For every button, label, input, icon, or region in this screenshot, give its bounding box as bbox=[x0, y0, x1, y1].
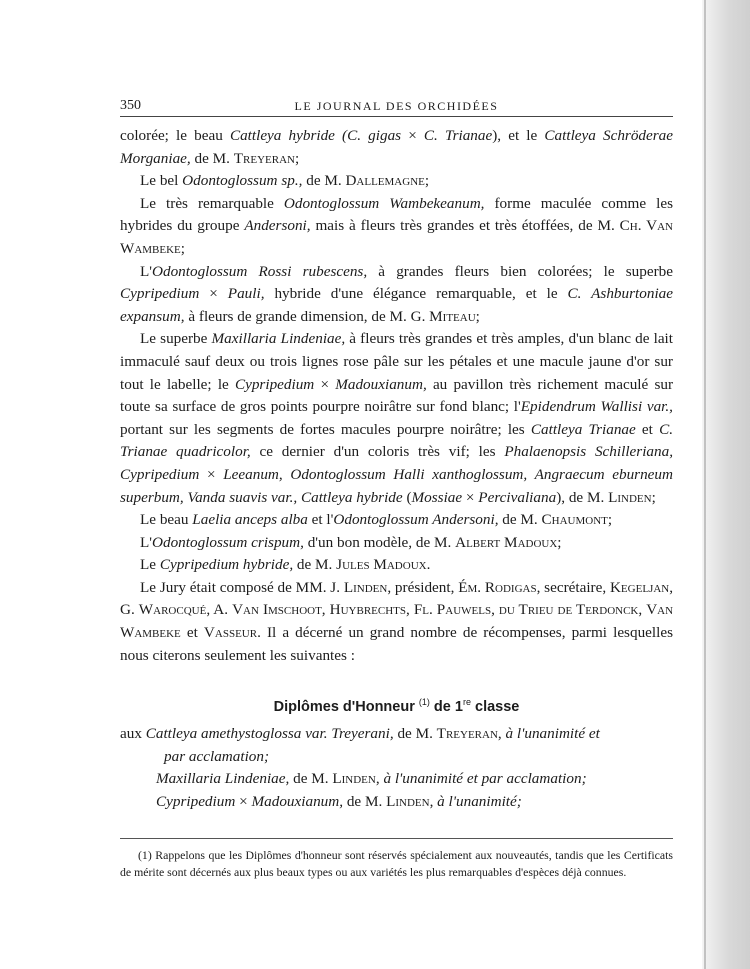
diploma-entry bbox=[120, 723, 673, 768]
paragraph bbox=[120, 532, 673, 555]
class-number: 1 bbox=[454, 699, 463, 716]
italic-run: Odontoglossum Andersoni, bbox=[333, 511, 499, 529]
italic-run: à l'unanimité et bbox=[505, 725, 600, 743]
scan-binding-line bbox=[704, 0, 706, 969]
text-run: à fleurs très grandes et très amples, d'un blanc de lait immaculé sauf deux ou trois lignes rose pâle sur les pétales et une macule jaune d'or sur tout le labelle; le bbox=[120, 330, 673, 393]
smallcaps-name: Linden bbox=[386, 792, 430, 810]
smallcaps-name: Chaumont bbox=[541, 511, 608, 529]
text-run: × bbox=[314, 375, 336, 393]
text-run: et l' bbox=[307, 511, 334, 529]
smallcaps-name: Ch. Van Wambeke bbox=[120, 217, 673, 257]
text-run: × bbox=[401, 127, 424, 144]
italic-run: à l'unanimité; bbox=[437, 792, 522, 810]
text-run: ), et le bbox=[492, 127, 545, 144]
paragraph bbox=[120, 193, 673, 261]
text-run: , secrétaire, bbox=[536, 578, 610, 596]
text-run: Le superbe bbox=[140, 330, 212, 348]
italic-run: Pauli, bbox=[227, 285, 265, 303]
italic-run: Cypripedium bbox=[120, 285, 200, 303]
text-run: , bbox=[321, 601, 330, 619]
italic-run: C. Ashburtoniae expansum, bbox=[120, 285, 673, 325]
text-run: × bbox=[199, 285, 228, 303]
paragraph bbox=[120, 125, 673, 170]
paragraph bbox=[120, 577, 673, 667]
italic-run: Mossiae bbox=[411, 488, 463, 506]
italic-run: Cattleya Trianae bbox=[530, 420, 636, 438]
text-run: à grandes fleurs bien colorées; le superbe bbox=[367, 262, 673, 280]
italic-run: Odontoglossum Rossi rubescens, bbox=[152, 262, 368, 280]
class-superscript: re bbox=[462, 697, 471, 708]
italic-run: Odontoglossum crispum, bbox=[152, 533, 304, 551]
italic-run: C. Trianae bbox=[423, 127, 493, 144]
smallcaps-name: Van Imschoot bbox=[232, 601, 322, 619]
text-run: ; bbox=[475, 307, 480, 325]
italic-run: Leeanum, Odontoglossum Halli xanthoglossum, Angraecum eburneum superbum, Vanda suavis var., Cattleya hybride bbox=[120, 465, 673, 506]
smallcaps-name: Van Wambeke bbox=[120, 601, 674, 642]
diploma-entry bbox=[120, 791, 673, 814]
smallcaps-name: Kegeljan bbox=[609, 578, 670, 596]
text-run: Le bel bbox=[140, 172, 183, 190]
text-run: et bbox=[635, 420, 660, 438]
text-run: de M. bbox=[393, 725, 437, 743]
text-run: , bbox=[406, 601, 414, 619]
text-run: au pavillon très richement maculé sur toute sa surface de gros points pourpre noirâtre sur fond blanc; l' bbox=[120, 375, 674, 416]
smallcaps-name: Miteau bbox=[429, 307, 476, 325]
text-run: Le bbox=[140, 556, 160, 574]
text-run: de M. bbox=[302, 172, 346, 190]
section-heading bbox=[120, 697, 673, 715]
text-run: ), de M. bbox=[556, 488, 609, 506]
italic-run: Phalaenopsis Schilleriana, Cypripedium bbox=[120, 443, 673, 483]
running-header bbox=[120, 98, 673, 117]
journal-title: LE JOURNAL DES ORCHIDÉES bbox=[294, 99, 499, 113]
footnote-ref: (1) bbox=[418, 697, 430, 708]
text-run: × bbox=[199, 465, 224, 483]
section-heading-text: Diplômes d'Honneur bbox=[273, 699, 415, 716]
italic-run: Odontoglossum sp., bbox=[182, 172, 303, 190]
smallcaps-name: Treyeran bbox=[233, 149, 295, 167]
smallcaps-name: Linden bbox=[608, 488, 652, 506]
text-run: , bbox=[497, 725, 506, 743]
text-run: ; bbox=[180, 239, 186, 257]
text-run: de M. bbox=[293, 556, 337, 574]
text-run: , bbox=[429, 792, 438, 810]
text-run: ; bbox=[651, 488, 656, 506]
smallcaps-name: Linden bbox=[332, 770, 376, 788]
text-run: ; bbox=[424, 172, 430, 190]
paragraph bbox=[120, 328, 673, 509]
italic-run: par acclamation; bbox=[164, 747, 270, 765]
class-word: classe bbox=[475, 699, 520, 716]
page bbox=[120, 98, 673, 880]
text-run: portant sur les segments de fortes macules pourpre noirâtre; les bbox=[120, 420, 531, 438]
smallcaps-name: Dallemagne bbox=[345, 172, 425, 190]
text-run: , G. bbox=[120, 578, 674, 619]
italic-run: Madouxianum, bbox=[251, 792, 344, 810]
italic-run: Laelia anceps alba bbox=[192, 511, 308, 529]
text-run: Le beau bbox=[140, 511, 193, 529]
smallcaps-name: Huybrechts bbox=[329, 601, 406, 619]
paragraph bbox=[120, 554, 673, 577]
italic-run: Cypripedium bbox=[234, 375, 315, 393]
italic-run: Odontoglossum Wambekeanum, bbox=[283, 194, 485, 212]
smallcaps-name: Treyeran bbox=[436, 725, 498, 743]
diploma-entry-continuation bbox=[120, 746, 673, 769]
text-run: à fleurs de grande dimension, de M. G. bbox=[184, 307, 430, 325]
italic-run: Cattleya amethystoglossa var. Treyerani, bbox=[145, 725, 394, 743]
paragraph bbox=[120, 170, 673, 193]
scan-edge-shadow bbox=[702, 0, 750, 969]
text-run: L' bbox=[140, 533, 153, 551]
footnote-separator bbox=[120, 838, 673, 839]
text-run: Le Jury était composé de MM. J. bbox=[140, 578, 344, 596]
text-run: et bbox=[180, 624, 204, 642]
footnote: (1) Rappelons que les Diplômes d'honneur sont réservés spécialement aux nouveautés, tandis que les Certificats de mérite sont décernés aux plus beaux types ou aux variétés les plus remarquables d'espèces déjà connues. bbox=[120, 848, 673, 879]
diploma-entry bbox=[120, 768, 673, 791]
text-run: forme maculée comme les hybrides du groupe bbox=[120, 194, 673, 235]
text-run: ( bbox=[402, 488, 412, 506]
smallcaps-name: du Trieu de Terdonck bbox=[498, 601, 639, 619]
italic-run: Maxillaria Lindeniae, bbox=[156, 770, 290, 788]
smallcaps-name: Fl. Pauwels bbox=[413, 601, 492, 619]
italic-run: Andersoni, bbox=[244, 217, 311, 235]
heading-suffix: de bbox=[433, 699, 451, 716]
smallcaps-name: Ém. Rodigas bbox=[458, 578, 537, 596]
smallcaps-name: Albert Madoux bbox=[455, 533, 558, 551]
italic-run: Madouxianum, bbox=[335, 375, 427, 393]
text-run: , A. bbox=[206, 601, 233, 619]
text-run: ce dernier d'un coloris très vif; les bbox=[250, 443, 505, 461]
text-run: colorée; le beau bbox=[120, 127, 230, 144]
text-run: ; bbox=[295, 149, 300, 167]
italic-run: Maxillaria Lindeniae, bbox=[211, 330, 346, 348]
text-run: , bbox=[375, 770, 384, 788]
diploma-list bbox=[120, 723, 673, 813]
smallcaps-name: Vasseur bbox=[203, 624, 258, 642]
text-run: de M. bbox=[343, 792, 387, 810]
text-run: aux bbox=[120, 725, 146, 743]
text-run: mais à fleurs très grandes et très étoffées, de M. bbox=[310, 217, 620, 235]
text-run: ; bbox=[557, 533, 562, 551]
text-run: × bbox=[462, 488, 479, 506]
text-run: L' bbox=[140, 262, 153, 280]
italic-run: Epidendrum Wallisi var., bbox=[520, 398, 673, 416]
paragraph bbox=[120, 261, 673, 329]
text-run: , bbox=[638, 601, 647, 619]
text-run: ; bbox=[607, 511, 613, 529]
smallcaps-name: Warocqué bbox=[138, 601, 207, 619]
text-run: hybride d'une élégance remarquable, et le bbox=[264, 285, 568, 303]
text-run: de M. bbox=[190, 149, 234, 167]
italic-run: Cypripedium hybride, bbox=[159, 556, 294, 574]
body-text bbox=[120, 125, 673, 667]
smallcaps-name: Linden bbox=[343, 578, 388, 596]
text-run: Le très remarquable bbox=[140, 194, 284, 212]
smallcaps-name: Jules Madoux bbox=[336, 556, 427, 574]
text-run: de M. bbox=[289, 770, 333, 788]
text-run: . Il a décerné un grand nombre de récompenses, parmi lesquelles nous citerons seulement les suivantes : bbox=[120, 624, 673, 664]
text-run: , bbox=[491, 601, 499, 619]
italic-run: Cattleya hybride (C. gigas bbox=[229, 127, 402, 144]
paragraph bbox=[120, 509, 673, 532]
italic-run: C. Trianae quadricolor, bbox=[120, 420, 673, 461]
page-number: 350 bbox=[120, 98, 141, 113]
text-run: de M. bbox=[498, 511, 542, 529]
italic-run: Cypripedium bbox=[156, 792, 236, 810]
text-run: d'un bon modèle, de M. bbox=[303, 533, 456, 551]
italic-run: Cattleya Schröderae Morganiae, bbox=[120, 127, 674, 167]
text-run: , président, bbox=[387, 578, 459, 596]
italic-run: Percivaliana bbox=[478, 488, 557, 506]
italic-run: à l'unanimité et par acclamation; bbox=[383, 770, 587, 788]
text-run: × bbox=[235, 792, 252, 810]
text-run: . bbox=[426, 556, 431, 574]
